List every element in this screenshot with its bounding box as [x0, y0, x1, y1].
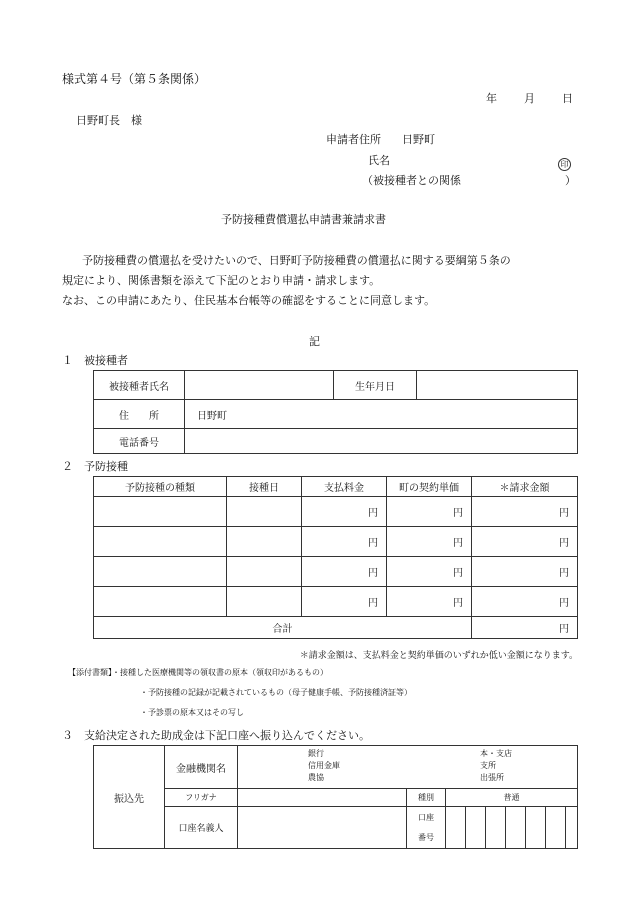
vaccine-type-cell[interactable] [94, 557, 227, 587]
bank-name-field[interactable] [238, 746, 578, 789]
recipient-name-label: 被接種者氏名 [94, 371, 185, 400]
branch-type-1: 本・支店 [480, 749, 512, 758]
furikomi-label: 振込先 [94, 746, 165, 849]
contract-price-cell[interactable]: 円 [387, 557, 472, 587]
furigana-field[interactable] [238, 789, 407, 807]
body-paragraph-2: 規定により、関係書類を添えて下記のとおり申請・請求します。 [62, 274, 381, 287]
branch-type-2: 支所 [480, 761, 496, 770]
account-digit-4[interactable] [506, 807, 526, 849]
relation-close: ） [565, 174, 576, 187]
applicant-name-label: 氏名 [368, 154, 390, 167]
holder-field[interactable] [238, 807, 407, 849]
dob-field[interactable] [417, 371, 578, 400]
claim-amount-cell[interactable]: 円 [472, 557, 578, 587]
vaccine-type-cell[interactable] [94, 587, 227, 617]
date-cell[interactable] [227, 587, 302, 617]
branch-type-3: 出張所 [480, 773, 504, 782]
account-digit-7[interactable] [566, 807, 578, 849]
section1-heading: １ 被接種者 [62, 354, 128, 367]
recipient-table [93, 370, 578, 454]
table-row [94, 497, 578, 527]
col-contract-price: 町の契約単価 [387, 477, 472, 497]
account-kind-label: 種別 [407, 789, 446, 807]
furigana-label: フリガナ [165, 789, 238, 807]
contract-price-cell[interactable]: 円 [387, 527, 472, 557]
attachment-2: ・予防接種の記録が記載されているもの（母子健康手帳、予防接種済証等） [140, 688, 412, 697]
col-vaccine-type: 予防接種の種類 [94, 477, 227, 497]
claim-amount-cell[interactable]: 円 [472, 497, 578, 527]
relation-label: （被接種者との関係 [362, 174, 461, 187]
account-number-label: 口座 番号 [407, 807, 446, 849]
paid-fee-cell[interactable]: 円 [302, 527, 387, 557]
table-row [94, 527, 578, 557]
date-month: 月 [524, 92, 535, 105]
seal-mark: 印 [558, 152, 571, 171]
total-label: 合計 [94, 617, 472, 639]
paid-fee-cell[interactable]: 円 [302, 587, 387, 617]
vaccination-table [93, 476, 578, 639]
paid-fee-cell[interactable]: 円 [302, 497, 387, 527]
section3-heading: ３ 支給決定された助成金は下記口座へ振り込んでください。 [62, 729, 370, 742]
date-cell[interactable] [227, 557, 302, 587]
contract-price-cell[interactable]: 円 [387, 587, 472, 617]
bank-name-label: 金融機関名 [165, 746, 238, 789]
body-paragraph-1: 予防接種費の償還払を受けたいので、日野町予防接種費の償還払に関する要綱第５条の [82, 254, 511, 267]
table-row [94, 587, 578, 617]
account-digit-5[interactable] [526, 807, 546, 849]
account-digit-2[interactable] [466, 807, 486, 849]
account-digit-3[interactable] [486, 807, 506, 849]
bank-type-3: 農協 [308, 773, 324, 782]
table-row [94, 557, 578, 587]
attachment-3: ・予診票の原本又はその写し [140, 708, 244, 717]
ki-heading: 記 [309, 335, 320, 348]
claim-note: ＊請求金額は、支払料金と契約単価のいずれか低い金額になります。 [299, 651, 578, 661]
holder-label: 口座名義人 [165, 807, 238, 849]
applicant-address-value: 日野町 [402, 133, 435, 146]
dob-label: 生年月日 [334, 371, 417, 400]
attachment-1: 【添付書類】・接種した医療機関等の領収書の原本（領収印があるもの） [68, 668, 328, 677]
section2-heading: ２ 予防接種 [62, 460, 128, 473]
paid-fee-cell[interactable]: 円 [302, 557, 387, 587]
phone-label: 電話番号 [94, 429, 185, 454]
bank-type-1: 銀行 [308, 749, 324, 758]
col-date: 接種日 [227, 477, 302, 497]
date-cell[interactable] [227, 497, 302, 527]
col-claim-amount: ＊請求金額 [472, 477, 578, 497]
bank-table [93, 745, 578, 849]
col-paid-fee: 支払料金 [302, 477, 387, 497]
recipient-name-field[interactable] [185, 371, 334, 400]
phone-field[interactable] [185, 429, 578, 454]
account-digit-1[interactable] [446, 807, 466, 849]
claim-amount-cell[interactable]: 円 [472, 587, 578, 617]
account-digit-6[interactable] [546, 807, 566, 849]
body-paragraph-3: なお、この申請にあたり、住民基本台帳等の確認をすることに同意します。 [62, 294, 436, 307]
vaccine-type-cell[interactable] [94, 527, 227, 557]
vaccine-type-cell[interactable] [94, 497, 227, 527]
form-number: 様式第４号（第５条関係） [62, 72, 207, 86]
contract-price-cell[interactable]: 円 [387, 497, 472, 527]
date-day: 日 [562, 92, 573, 105]
applicant-address-label: 申請者住所 [326, 133, 381, 146]
date-year: 年 [486, 92, 497, 105]
recipient-address-label: 住 所 [94, 400, 185, 429]
date-cell[interactable] [227, 527, 302, 557]
addressee: 日野町長 様 [76, 114, 142, 127]
document-title: 予防接種費償還払申請書兼請求書 [221, 213, 386, 226]
bank-type-2: 信用金庫 [308, 761, 340, 770]
total-amount-cell[interactable]: 円 [472, 617, 578, 639]
recipient-address-field[interactable]: 日野町 [185, 400, 578, 429]
account-kind-value[interactable]: 普通 [446, 789, 578, 807]
claim-amount-cell[interactable]: 円 [472, 527, 578, 557]
